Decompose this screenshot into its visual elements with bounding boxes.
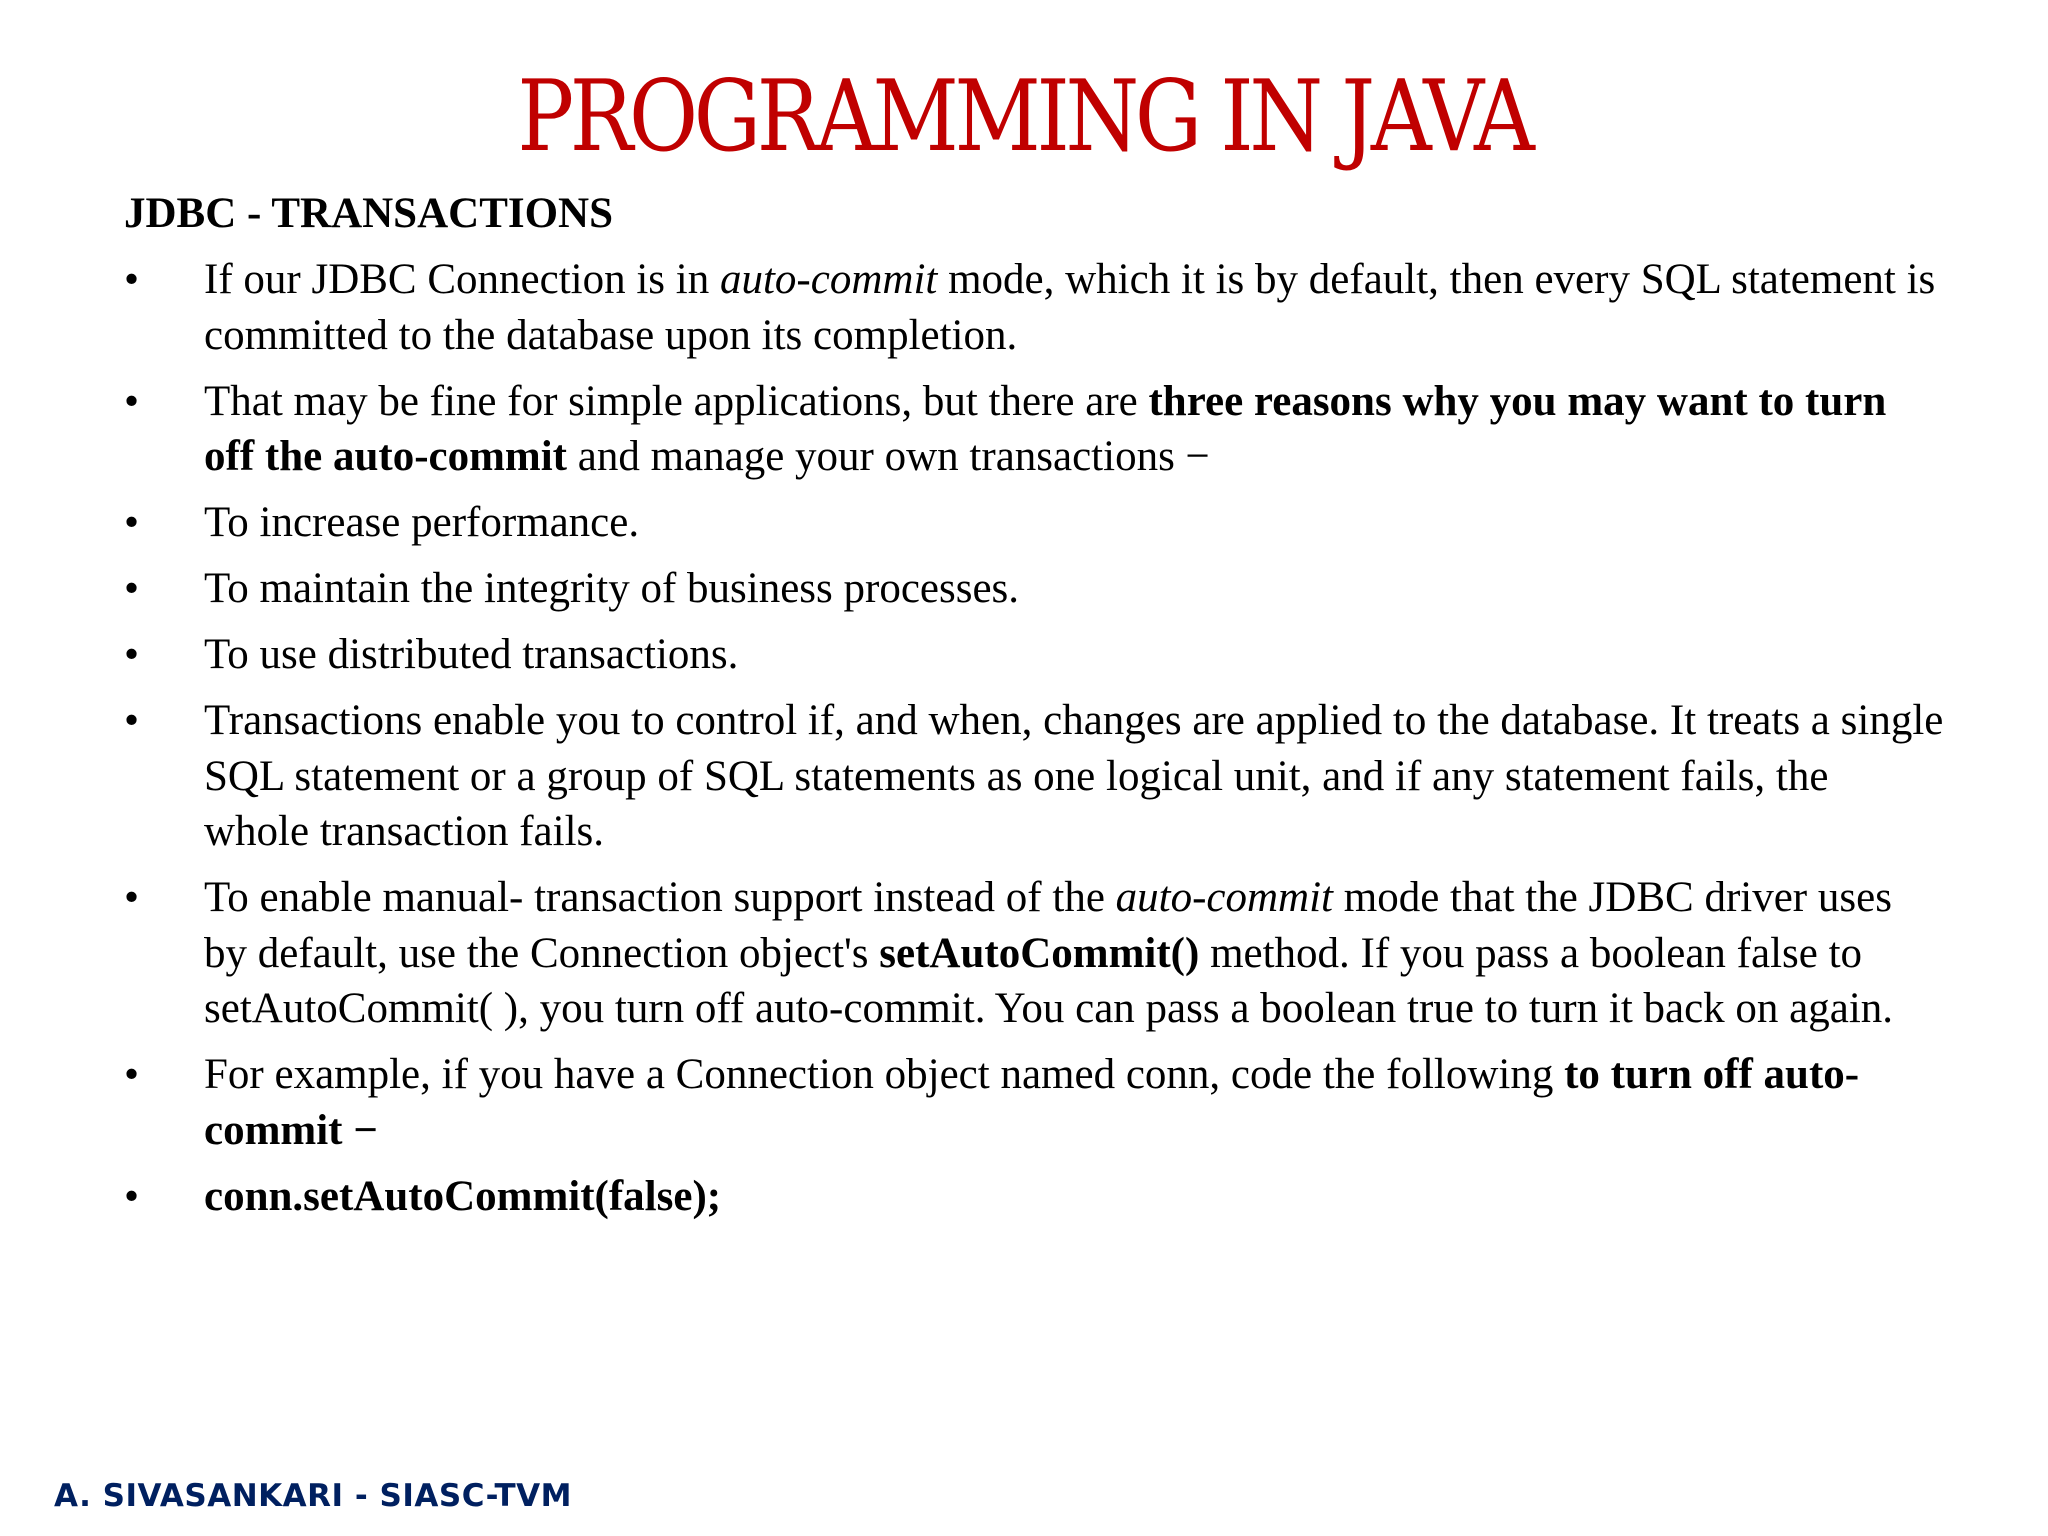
bullet-item	[124, 693, 1944, 860]
bullet-dot-icon: •	[124, 256, 140, 303]
bullet-text-segment: and manage your own transactions −	[567, 433, 1210, 480]
bullet-item	[124, 627, 1944, 683]
bullet-item	[124, 374, 1944, 485]
bullet-item	[124, 495, 1944, 551]
bullet-dot-icon: •	[124, 631, 140, 678]
bullet-dot-icon: •	[124, 1051, 140, 1098]
bullet-text-segment: mode, which it is by default, then every SQL statement is committed to the database upon its completion.	[204, 256, 1936, 359]
bullet-text	[204, 697, 1943, 855]
bullet-text-segment: mode that the JDBC driver uses by default, use the Connection object's	[204, 874, 1892, 977]
bullet-item	[124, 1047, 1944, 1158]
bullet-text-segment: That may be fine for simple applications, but there are	[204, 377, 1149, 425]
slide-title: PROGRAMMING IN JAVA	[517, 60, 1531, 174]
bullet-text-segment: Transactions enable you to control if, and when, changes are applied to the database. It treats a single SQL statement or a group of SQL statements as one logical unit, and if any statement fails, the whole transaction fails.	[204, 697, 1944, 855]
bullet-item	[124, 1169, 1944, 1225]
bullet-item	[124, 561, 1944, 617]
bullet-text-segment: To enable manual- transaction support instead of the	[204, 874, 1116, 921]
bullet-text-segment: To increase performance.	[204, 499, 640, 546]
section-heading: JDBC - TRANSACTIONS	[124, 190, 614, 237]
bullet-dot-icon: •	[124, 377, 140, 425]
bullet-text-segment: auto-commit	[1115, 874, 1334, 921]
bullet-text-segment: setAutoCommit()	[879, 929, 1200, 977]
bullet-text	[204, 631, 738, 678]
bullet-text-segment: To maintain the integrity of business processes.	[204, 565, 1020, 612]
bullet-text-segment: For example, if you have a Connection object named conn, code the following	[204, 1051, 1565, 1098]
bullet-text-segment: To use distributed transactions.	[204, 631, 739, 678]
bullet-dot-icon: •	[124, 565, 140, 612]
bullet-dot-icon: •	[124, 499, 140, 546]
bullet-text-segment: to turn off auto-commit −	[204, 1051, 1860, 1154]
bullet-text	[204, 1051, 1859, 1154]
bullet-dot-icon: •	[124, 874, 140, 921]
bullet-text-segment: method. If you pass a boolean false to setAutoCommit( ), you turn off auto-commit. You can pass a boolean true to turn it back on again.	[204, 929, 1894, 1032]
bullet-text	[204, 378, 1886, 481]
bullet-text	[204, 874, 1893, 1032]
bullet-text-segment: conn.setAutoCommit(false);	[204, 1172, 722, 1220]
bullet-list	[124, 252, 1944, 1235]
bullet-text-segment: three reasons why you may want to turn off the auto-commit	[204, 377, 1887, 480]
bullet-dot-icon: •	[124, 697, 140, 744]
bullet-text	[204, 499, 639, 546]
footer-author: A. SIVASANKARI - SIASC-TVM	[54, 1478, 572, 1514]
bullet-dot-icon: •	[124, 1172, 140, 1220]
bullet-text	[204, 565, 1019, 612]
bullet-text	[204, 1173, 721, 1220]
bullet-text-segment: auto-commit	[719, 256, 938, 303]
bullet-text	[204, 256, 1935, 359]
bullet-item	[124, 252, 1944, 363]
bullet-text-segment: If our JDBC Connection is in	[204, 256, 720, 303]
bullet-item	[124, 870, 1944, 1037]
